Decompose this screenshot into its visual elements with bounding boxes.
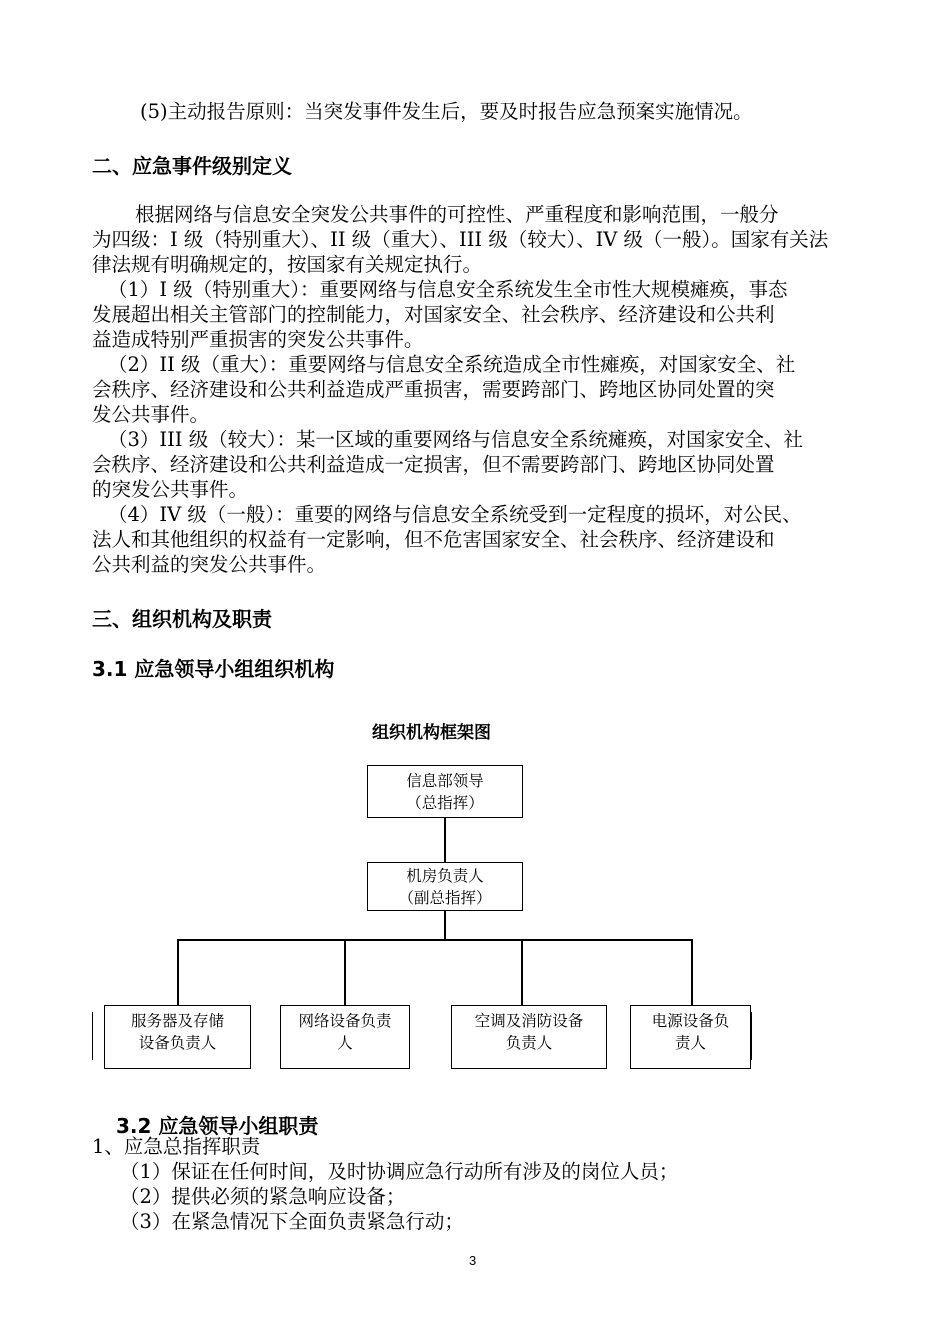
org-node-director	[367, 765, 523, 818]
margin-mark-right	[751, 1012, 752, 1060]
level-4-line-2: 法人和其他组织的权益有一定影响，但不危害国家安全、社会秩序、经济建设和	[92, 528, 775, 551]
connector-leaf-4	[691, 939, 693, 1005]
level-3-line-2: 会秩序、经济建设和公共利益造成一定损害，但不需要跨部门、跨地区协同处置	[92, 453, 775, 476]
section-2-title: 二、应急事件级别定义	[92, 154, 292, 178]
level-4-line-3: 公共利益的突发公共事件。	[92, 553, 327, 576]
org-node-network	[280, 1005, 410, 1069]
intro-line-1: 根据网络与信息安全突发公共事件的可控性、严重程度和影响范围，一般分	[135, 203, 779, 226]
connector-leaf-3	[521, 939, 523, 1005]
duty-title: 1、应急总指挥职责	[92, 1135, 261, 1158]
subsection-3-1-title: 3.1 应急领导小组组织机构	[92, 657, 335, 681]
duty-3: （3）在紧急情况下全面负责紧急行动；	[120, 1210, 464, 1233]
org-node-power-line-1: 电源设备负	[651, 1012, 730, 1030]
page-number: 3	[469, 1253, 477, 1268]
connector-leaf-1	[177, 939, 179, 1005]
org-node-director-line-1: 信息部领导	[406, 771, 484, 790]
level-3-line-1: （3）III 级（较大）：某一区域的重要网络与信息安全系统瘫痪，对国家安全、社	[108, 428, 803, 451]
org-node-server-storage	[104, 1005, 251, 1069]
org-node-power	[630, 1005, 751, 1069]
org-chart-title: 组织机构框架图	[372, 723, 491, 743]
level-1-line-2: 发展超出相关主管部门的控制能力，对国家安全、社会秩序、经济建设和公共利	[92, 303, 775, 326]
org-node-deputy-line-1: 机房负责人	[406, 866, 484, 885]
level-2-line-1: （2）II 级（重大）：重要网络与信息安全系统造成全市性瘫痪，对国家安全、社	[108, 353, 796, 376]
org-node-hvac-fire-line-2: 负责人	[505, 1034, 553, 1052]
org-node-hvac-fire-line-1: 空调及消防设备	[474, 1012, 584, 1030]
duty-2: （2）提供必须的紧急响应设备；	[120, 1185, 406, 1208]
org-node-power-line-2: 责人	[674, 1034, 706, 1052]
level-1-line-1: （1）I 级（特别重大）：重要网络与信息安全系统发生全市性大规模瘫痪，事态	[108, 278, 788, 301]
principle-5: (5)主动报告原则：当突发事件发生后，要及时报告应急预案实施情况。	[140, 100, 753, 123]
connector-middle-bus	[444, 911, 446, 940]
level-1-line-3: 益造成特别严重损害的突发公共事件。	[92, 328, 424, 351]
level-3-line-3: 的突发公共事件。	[92, 478, 249, 501]
duty-1: （1）保证在任何时间，及时协调应急行动所有涉及的岗位人员；	[120, 1160, 679, 1183]
org-node-server-storage-line-1: 服务器及存储	[130, 1012, 224, 1030]
org-node-hvac-fire	[451, 1005, 607, 1069]
level-4-line-1: （4）IV 级（一般）：重要的网络与信息安全系统受到一定程度的损坏，对公民、	[108, 503, 802, 526]
margin-mark-left	[92, 1012, 93, 1060]
level-2-line-3: 发公共事件。	[92, 403, 210, 426]
org-node-network-line-1: 网络设备负责	[298, 1012, 392, 1030]
org-node-director-line-2: （总指挥）	[406, 793, 484, 812]
subsection-3-2-title: 3.2 应急领导小组职责	[116, 1114, 319, 1138]
connector-bus	[177, 939, 693, 941]
level-2-line-2: 会秩序、经济建设和公共利益造成严重损害，需要跨部门、跨地区协同处置的突	[92, 378, 775, 401]
intro-line-2: 为四级：I 级（特别重大）、II 级（重大）、III 级（较大）、IV 级（一般）。国家有关法	[92, 228, 829, 251]
connector-leaf-2	[344, 939, 346, 1005]
connector-top-middle	[444, 818, 446, 862]
org-node-network-line-2: 人	[337, 1034, 353, 1052]
org-node-server-storage-line-2: 设备负责人	[138, 1034, 217, 1052]
org-node-deputy	[367, 862, 523, 911]
section-3-title: 三、组织机构及职责	[92, 607, 272, 631]
org-node-deputy-line-2: （副总指挥）	[398, 888, 492, 907]
intro-line-3: 律法规有明确规定的，按国家有关规定执行。	[92, 253, 483, 276]
